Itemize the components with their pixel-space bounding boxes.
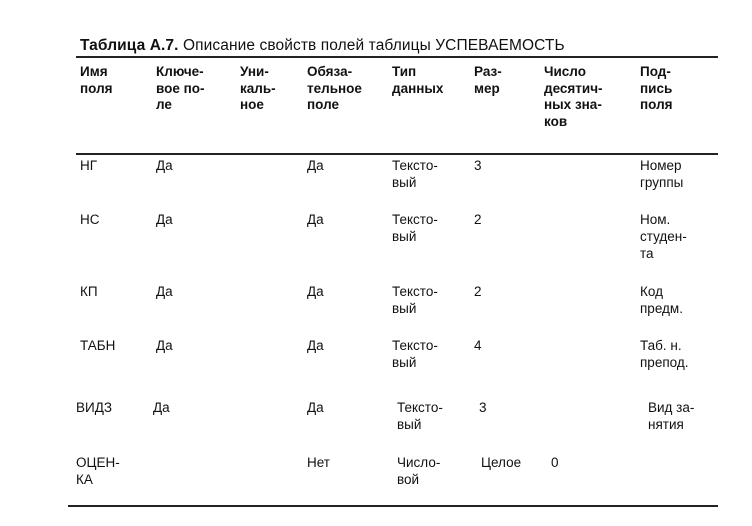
header-unique: Уни- каль- ное: [240, 64, 276, 112]
cell-required: Да: [307, 284, 324, 299]
cell-required: Да: [307, 338, 324, 353]
cell-size: 2: [474, 284, 482, 299]
cell-key: Да: [156, 284, 173, 299]
table-bottom-rule: [68, 505, 718, 507]
header-rule: [76, 153, 718, 155]
cell-name: ТАБН: [80, 338, 116, 353]
header-caption: Под- пись поля: [640, 64, 673, 112]
cell-type: Тексто- вый: [392, 284, 438, 316]
cell-key: Да: [153, 400, 170, 415]
cell-name: ОЦЕН- КА: [76, 455, 120, 487]
table-caption: [80, 37, 565, 55]
header-required: Обяза- тельное поле: [307, 64, 362, 112]
cell-key: Да: [156, 212, 173, 227]
cell-decimals: 0: [551, 455, 559, 470]
cell-name: НГ: [80, 158, 98, 173]
cell-type: Число- вой: [397, 455, 441, 487]
cell-size: 2: [474, 212, 482, 227]
header-decimals: Число десятич- ных зна- ков: [544, 64, 603, 129]
header-key-field: Ключе- вое по- ле: [156, 64, 205, 112]
cell-type: Тексто- вый: [392, 212, 438, 244]
cell-required: Да: [307, 212, 324, 227]
cell-size: 4: [474, 338, 482, 353]
cell-key: Да: [156, 158, 173, 173]
cell-required: Да: [307, 400, 324, 415]
cell-caption: Код предм.: [640, 284, 683, 316]
cell-type: Тексто- вый: [397, 400, 443, 432]
header-field-name: Имя поля: [80, 64, 113, 96]
cell-name: НС: [80, 212, 100, 227]
cell-name: ВИДЗ: [76, 400, 113, 415]
cell-required: Нет: [307, 455, 330, 470]
header-size: Раз- мер: [474, 64, 502, 96]
cell-caption: Номер группы: [640, 158, 684, 190]
cell-type: Тексто- вый: [392, 158, 438, 190]
table-caption-text: Описание свойств полей таблицы УСПЕВАЕМОСТЬ: [182, 37, 565, 54]
cell-type: Тексто- вый: [392, 338, 438, 370]
cell-key: Да: [156, 338, 173, 353]
cell-caption: Таб. н. препод.: [640, 338, 689, 370]
cell-caption: Вид за- нятия: [648, 400, 695, 432]
table-top-rule: [76, 56, 718, 58]
cell-name: КП: [80, 284, 98, 299]
table-caption-label: Таблица А.7.: [80, 37, 179, 54]
header-data-type: Тип данных: [392, 64, 444, 96]
cell-size: 3: [474, 158, 482, 173]
cell-required: Да: [307, 158, 324, 173]
cell-size: Целое: [481, 455, 522, 470]
cell-caption: Ном. студен- та: [640, 212, 687, 261]
cell-size: 3: [479, 400, 487, 415]
